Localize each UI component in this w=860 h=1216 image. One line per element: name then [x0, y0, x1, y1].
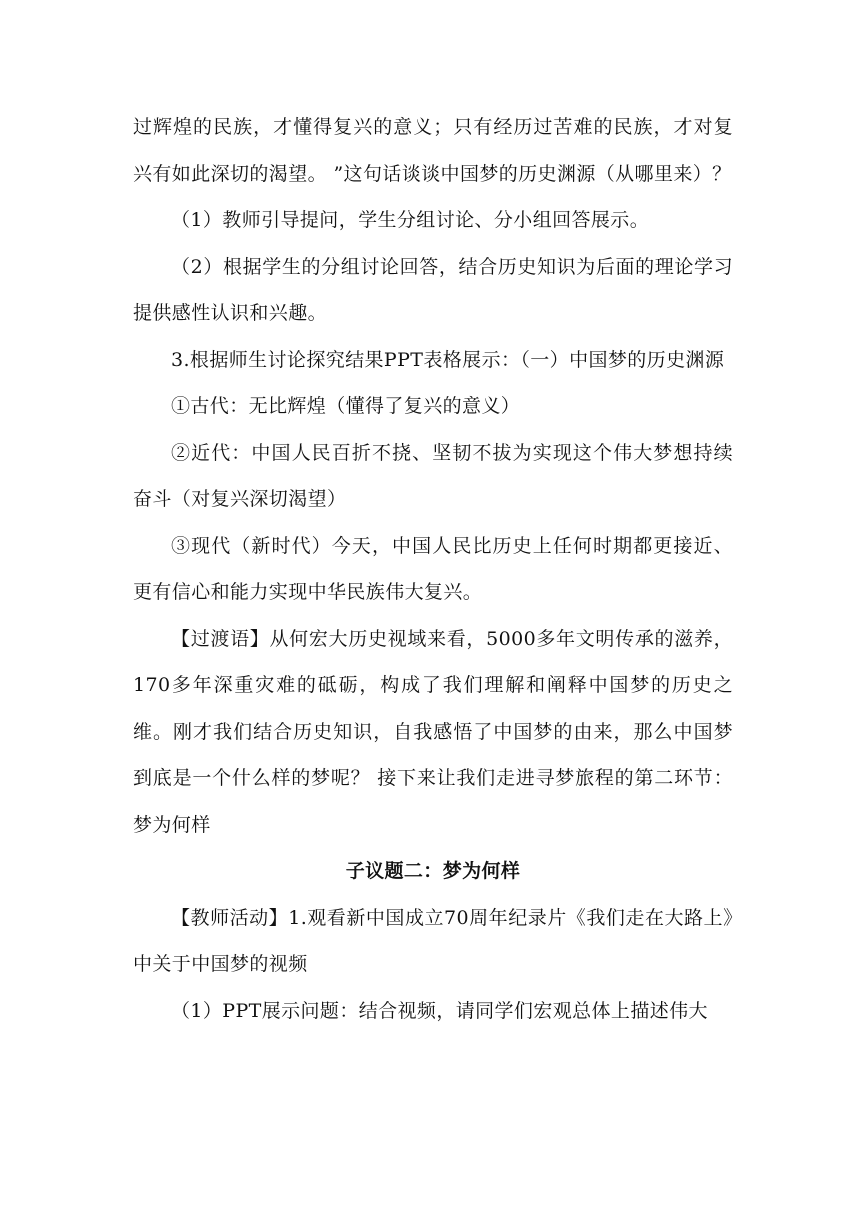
- paragraph-ppt-table: 3.根据师生讨论探究结果PPT表格展示：（一）中国梦的历史渊源: [171, 348, 725, 371]
- paragraph-modern-era: ②近代：中国人民百折不挠、坚韧不拔为实现这个伟大梦想持续奋斗（对复兴深切渴望）: [133, 441, 733, 510]
- paragraph-step-1: （1）教师引导提问，学生分组讨论、分小组回答展示。: [171, 209, 650, 231]
- paragraph-step-2: （2）根据学生的分组讨论回答，结合历史知识为后面的理论学习提供感性认识和兴趣。: [133, 255, 733, 324]
- paragraph-contemporary: ③现代（新时代）今天，中国人民比历史上任何时期都更接近、更有信心和能力实现中华民族伟大复兴。: [133, 534, 733, 603]
- paragraph-teacher-activity: 【教师活动】1.观看新中国成立70周年纪录片《我们走在大路上》中关于中国梦的视频: [133, 906, 733, 975]
- paragraph-transition: 【过渡语】从何宏大历史视域来看，5000多年文明传承的滋养，170多年深重灾难的砥砺，构成了我们理解和阐释中国梦的历史之维。刚才我们结合历史知识，自我感悟了中国梦的由来，那么中国梦到底是一个什么样的梦呢？ 接下来让我们走进寻梦旅程的第二环节：梦为何样: [133, 627, 733, 836]
- document-body: [133, 104, 733, 1034]
- paragraph-ancient: ①古代：无比辉煌（懂得了复兴的意义）: [171, 395, 521, 417]
- paragraph-continuation: 过辉煌的民族，才懂得复兴的意义；只有经历过苦难的民族，才对复兴有如此深切的渴望。 ”这句话谈谈中国梦的历史渊源（从哪里来）？: [133, 116, 733, 185]
- section-heading: 子议题二：梦为何样: [345, 860, 521, 882]
- paragraph-ppt-question: （1）PPT展示问题：结合视频，请同学们宏观总体上描述伟大: [171, 999, 708, 1022]
